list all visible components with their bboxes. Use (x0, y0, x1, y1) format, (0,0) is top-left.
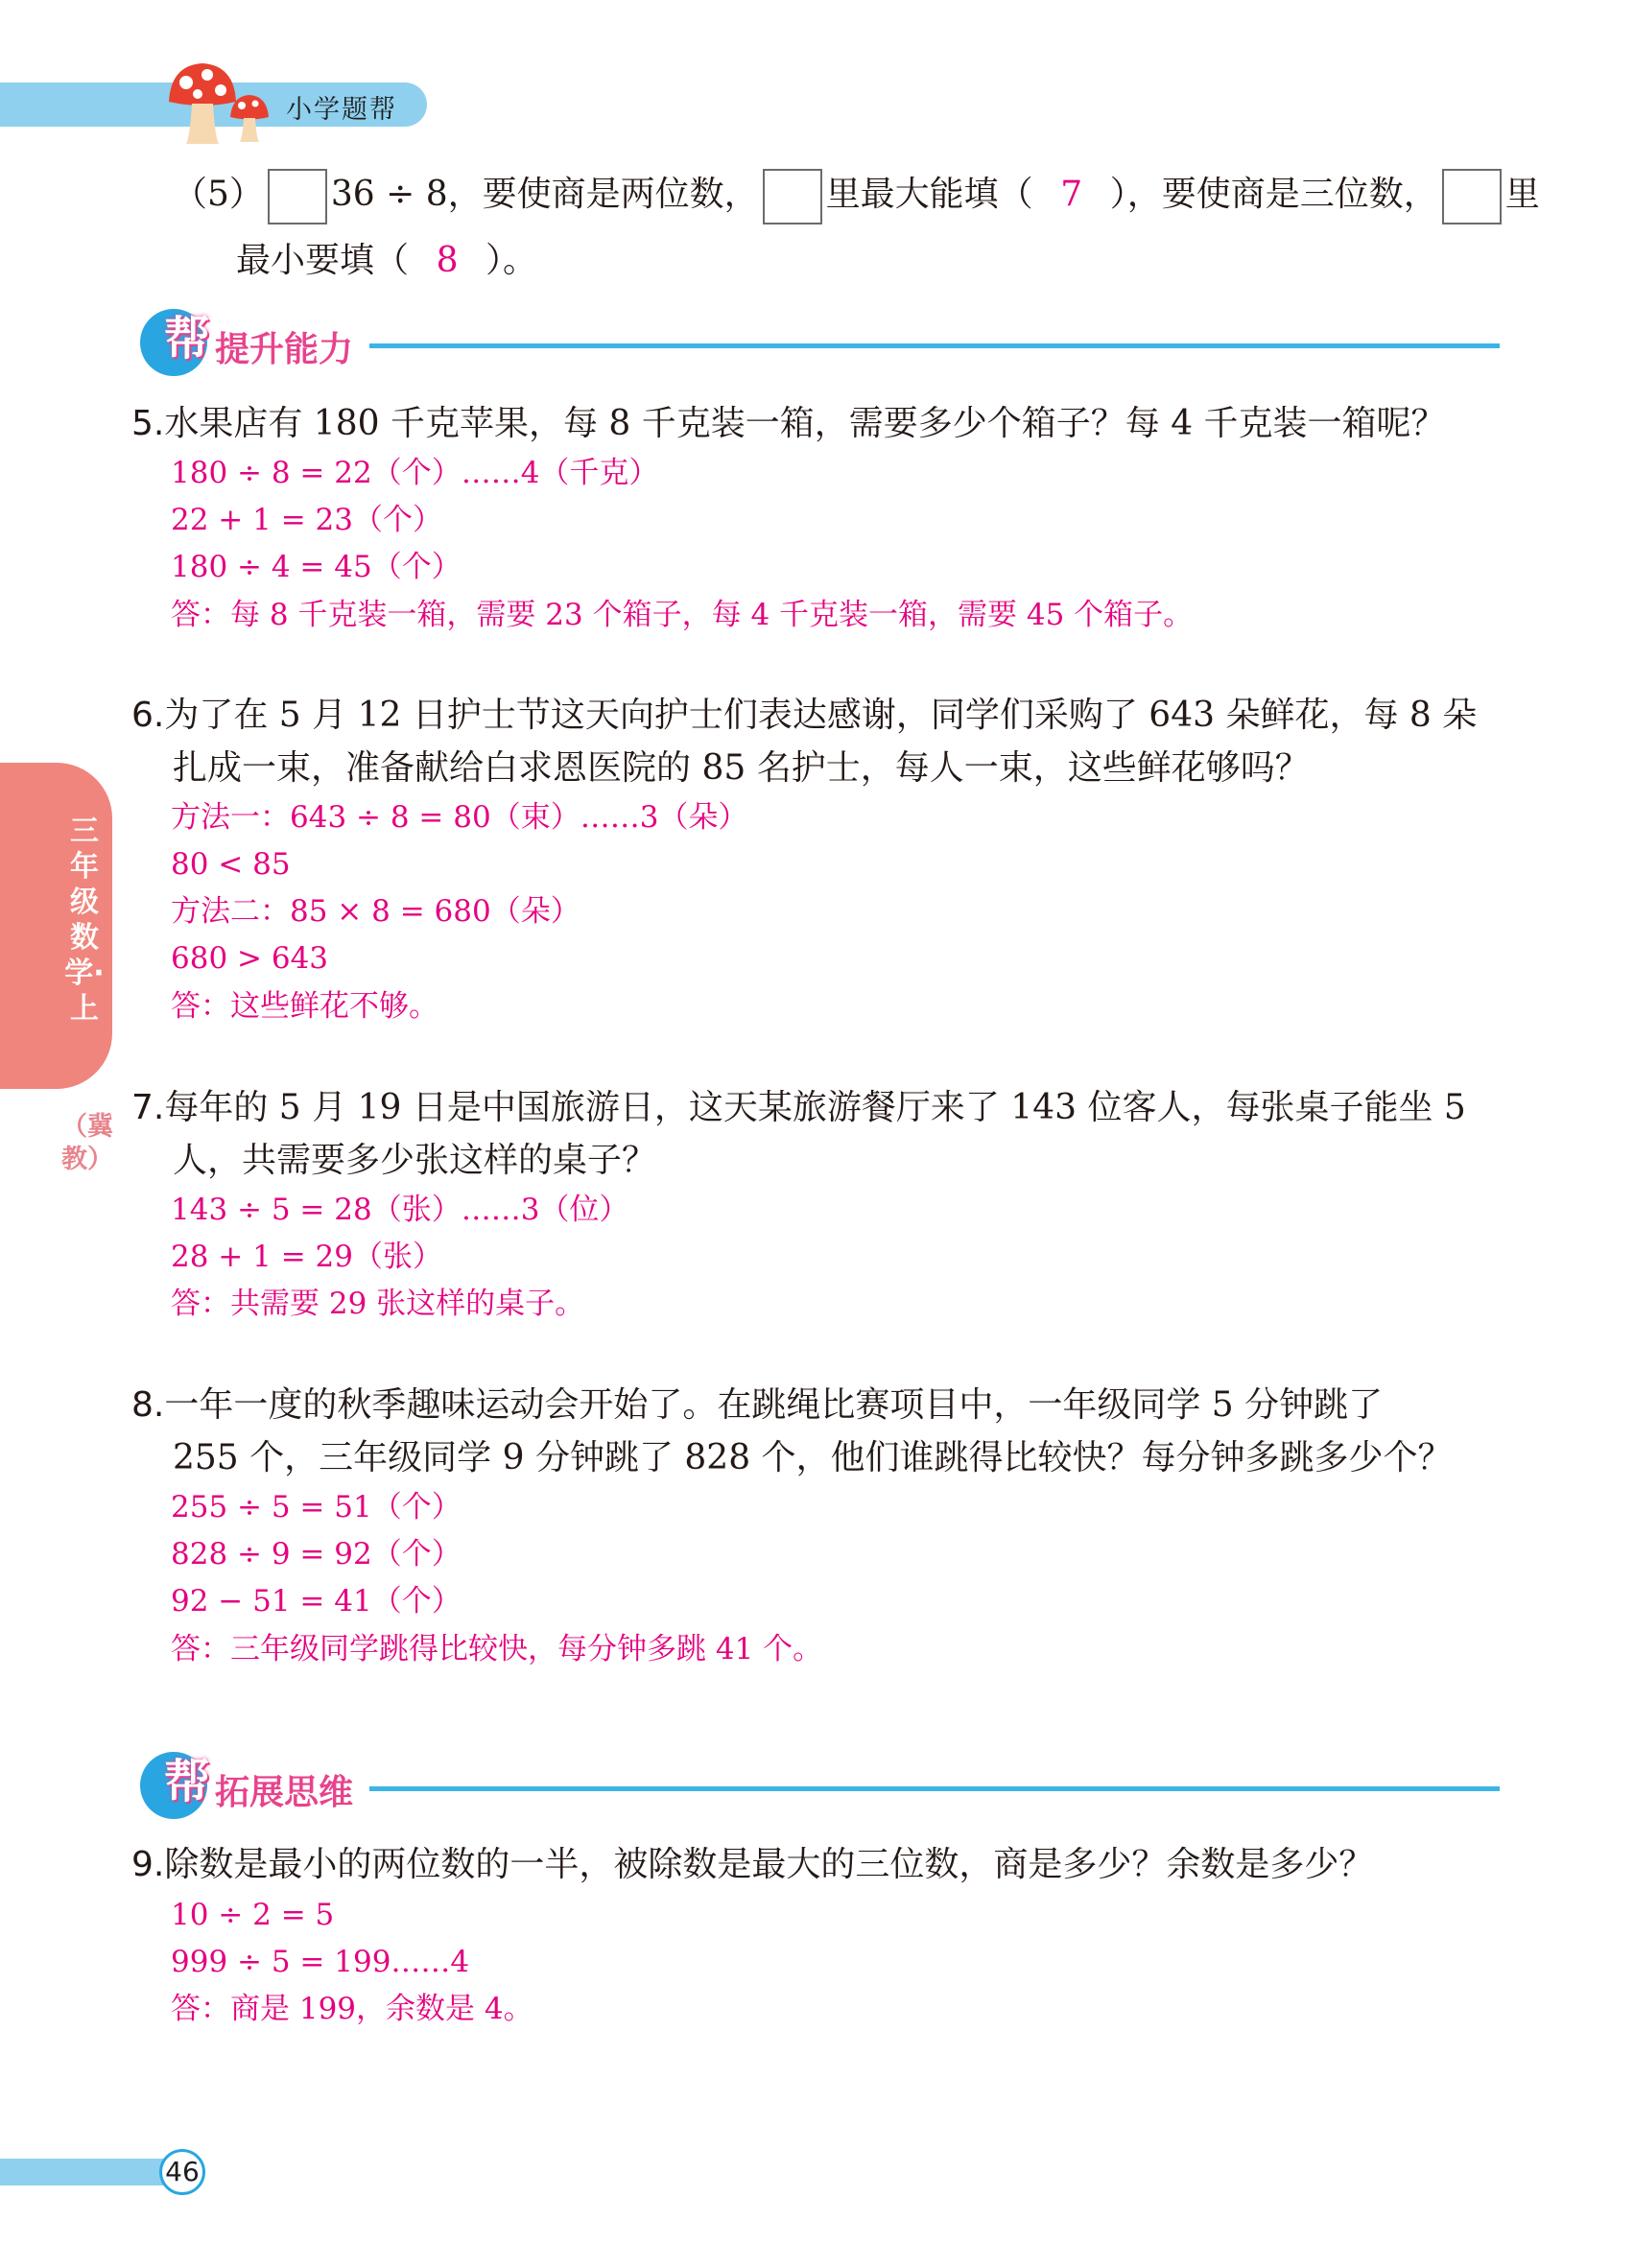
question-5: 5.水果店有 180 千克苹果，每 8 千克装一箱，需要多少个箱子？每 4 千克装一箱呢？ (131, 404, 1446, 443)
section-badge-glyph: 帮 (163, 1755, 210, 1808)
answer-line: 方法二：85 × 8 = 680（朵） (171, 894, 580, 929)
side-tab-edition: （冀教） (61, 1112, 113, 1174)
answer-box (763, 169, 822, 224)
section-title-improve: 提升能力 (215, 330, 354, 369)
page-number: 46 (165, 2156, 200, 2187)
answer-line: 255 ÷ 5 = 51（个） (171, 1490, 462, 1524)
answer-line: 答：共需要 29 张这样的桌子。 (171, 1287, 585, 1321)
answer-box (1442, 169, 1502, 224)
answer-line: 92 − 51 = 41（个） (171, 1584, 462, 1618)
filled-answer: 8 (436, 241, 459, 280)
question-6-line-2: 扎成一束，准备献给白求恩医院的 85 名护士，每人一束，这些鲜花够吗？ (173, 748, 1310, 788)
section-divider (369, 343, 1500, 348)
answer-line: 999 ÷ 5 = 199……4 (171, 1945, 470, 1979)
question-6: 6.为了在 5 月 12 日护士节这天向护士们表达感谢，同学们采购了 643 朵鲜花，每 8 朵 (131, 696, 1478, 735)
answer-line: 180 ÷ 4 = 45（个） (171, 550, 462, 584)
answer-line: 22 + 1 = 23（个） (171, 503, 442, 537)
answer-line: 方法一：643 ÷ 8 = 80（束）……3（朵） (171, 800, 748, 835)
answer-line: 答：三年级同学跳得比较快，每分钟多跳 41 个。 (171, 1632, 823, 1666)
answer-line: 答：商是 199，余数是 4。 (171, 1992, 533, 2026)
answer-line: 180 ÷ 8 = 22（个）……4（千克） (171, 456, 659, 490)
side-tab-title: 三年级数学·上 (64, 815, 105, 1026)
question-5-part-line-2: 最小要填（ 8 ）。 (236, 238, 537, 284)
header-title: 小学题帮 (286, 95, 397, 125)
section-divider (369, 1786, 1500, 1791)
answer-line: 答：每 8 千克装一箱，需要 23 个箱子，每 4 千克装一箱，需要 45 个箱子。 (171, 598, 1194, 632)
question-7: 7.每年的 5 月 19 日是中国旅游日，这天某旅游餐厅来了 143 位客人，每张桌子能坐 5 (131, 1088, 1466, 1127)
answer-line: 80 < 85 (171, 847, 291, 882)
question-9: 9.除数是最小的两位数的一半，被除数是最大的三位数，商是多少？余数是多少？ (131, 1845, 1374, 1884)
question-5-part-line-1: （5） 36 ÷ 8，要使商是两位数， 里最大能填（ 7 ），要使商是三位数， 里 (173, 169, 1540, 224)
small-mushroom-icon (228, 92, 271, 144)
footer-band (0, 2159, 171, 2185)
answer-line: 680 > 643 (171, 941, 329, 976)
answer-line: 828 ÷ 9 = 92（个） (171, 1537, 462, 1571)
answer-line: 10 ÷ 2 = 5 (171, 1898, 335, 1932)
answer-line: 答：这些鲜花不够。 (171, 989, 438, 1024)
answer-box (268, 169, 327, 224)
section-badge-glyph: 帮 (163, 312, 210, 366)
answer-line: 28 + 1 = 29（张） (171, 1240, 442, 1274)
section-title-expand: 拓展思维 (215, 1773, 354, 1812)
answer-line: 143 ÷ 5 = 28（张）……3（位） (171, 1193, 629, 1227)
question-7-line-2: 人，共需要多少张这样的桌子？ (173, 1141, 657, 1180)
question-8-line-2: 255 个，三年级同学 9 分钟跳了 828 个，他们谁跳得比较快？每分钟多跳多少个？ (173, 1438, 1453, 1477)
filled-answer: 7 (1060, 175, 1083, 214)
question-8: 8.一年一度的秋季趣味运动会开始了。在跳绳比赛项目中，一年级同学 5 分钟跳了 (131, 1385, 1384, 1425)
